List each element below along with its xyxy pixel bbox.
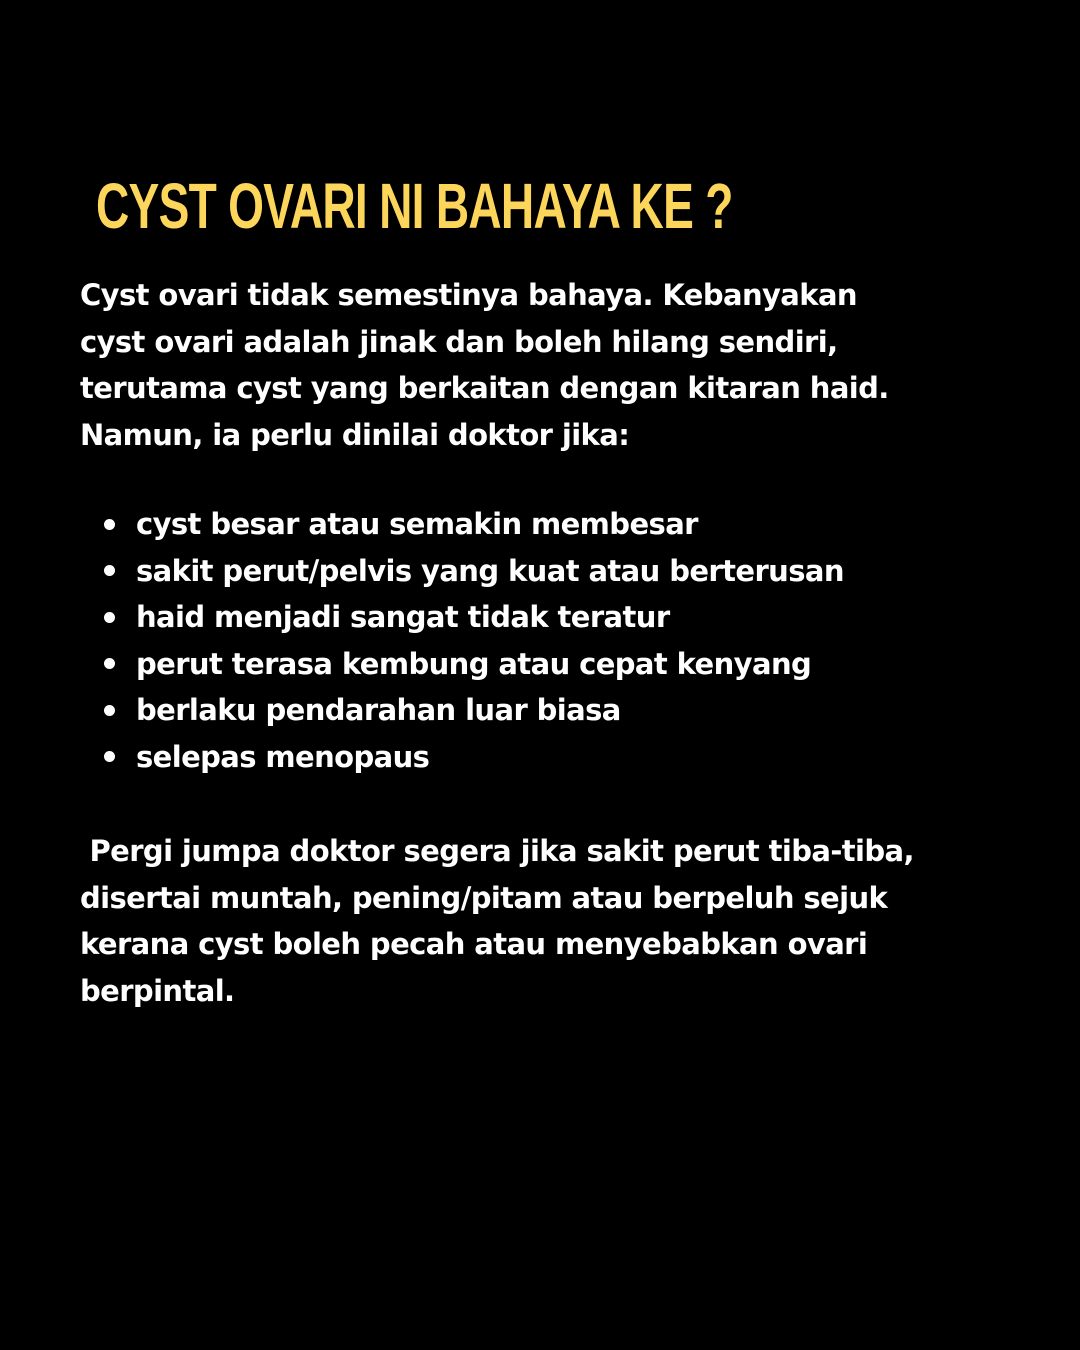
list-item xyxy=(104,641,1020,688)
intro-line: Cyst ovari tidak semestinya bahaya. Kebanyakan xyxy=(80,278,857,312)
bullet-icon xyxy=(104,612,115,623)
list-item-text: cyst besar atau semakin membesar xyxy=(136,507,698,541)
content-block xyxy=(80,272,1020,1014)
list-item xyxy=(104,501,1020,548)
warning-line: kerana cyst boleh pecah atau menyebabkan ovari xyxy=(80,927,868,961)
warning-line: Pergi jumpa doktor segera jika sakit perut tiba-tiba, xyxy=(80,834,914,868)
conditions-list xyxy=(80,501,1020,780)
bullet-icon xyxy=(104,658,115,669)
warning-paragraph xyxy=(80,828,1020,1014)
intro-line: Namun, ia perlu dinilai doktor jika: xyxy=(80,417,630,452)
list-item xyxy=(104,734,1020,781)
warning-line: disertai muntah, pening/pitam atau berpeluh sejuk xyxy=(80,880,888,915)
bullet-icon xyxy=(104,519,115,530)
intro-line: terutama cyst yang berkaitan dengan kitaran haid. xyxy=(80,371,889,405)
warning-line: berpintal. xyxy=(80,973,235,1008)
list-item-text: haid menjadi sangat tidak teratur xyxy=(136,600,670,634)
list-item xyxy=(104,594,1020,641)
intro-line: cyst ovari adalah jinak dan boleh hilang sendiri, xyxy=(80,324,838,359)
bullet-icon xyxy=(104,751,115,762)
list-item xyxy=(104,687,1020,734)
list-item-text: berlaku pendarahan luar biasa xyxy=(136,693,621,727)
bullet-icon xyxy=(104,705,115,716)
list-item-text: selepas menopaus xyxy=(136,739,430,774)
list-item xyxy=(104,548,1020,595)
page-title: CYST OVARI NI BAHAYA KE ? xyxy=(96,170,733,242)
intro-paragraph xyxy=(80,272,1020,458)
list-item-text: perut terasa kembung atau cepat kenyang xyxy=(136,646,812,681)
bullet-icon xyxy=(104,565,115,576)
list-item-text: sakit perut/pelvis yang kuat atau berterusan xyxy=(136,553,844,588)
